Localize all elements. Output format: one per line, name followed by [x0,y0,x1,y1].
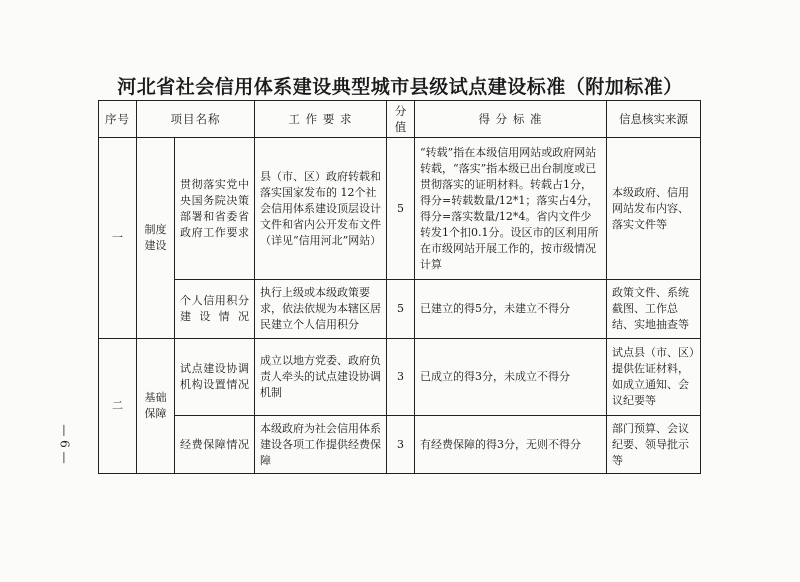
page-number [50,404,80,484]
header-source: 信息核实来源 [607,101,701,138]
standards-table [98,100,701,474]
table-row [99,280,701,339]
verification-source: 政策文件、系统截图、工作总结、实地抽查等 [607,280,701,339]
table-row [99,339,701,416]
score-value: 3 [387,416,415,474]
verification-source: 试点县（市、区）提供佐证材料，如成立通知、会议纪要等 [607,339,701,416]
document-title: 河北省社会信用体系建设典型城市县级试点建设标准（附加标准） [117,76,683,98]
scoring-standard: 有经费保障的得3分，无则不得分 [415,416,607,474]
verification-source: 部门预算、会议纪要、领导批示等 [607,416,701,474]
score-value: 5 [387,280,415,339]
work-requirement: 本级政府为社会信用体系建设各项工作提供经费保障 [255,416,387,474]
group-category: 基础保障 [137,339,175,474]
item-name: 经费保障情况 [175,416,255,474]
work-requirement: 成立以地方党委、政府负责人牵头的试点建设协调机制 [255,339,387,416]
group-seq: 二 [99,339,137,474]
header-seq: 序号 [99,101,137,138]
header-requirement: 工 作 要 求 [255,101,387,138]
item-name: 试点建设协调机构设置情况 [175,339,255,416]
score-value: 3 [387,339,415,416]
scoring-standard: 已建立的得5分，未建立不得分 [415,280,607,339]
scoring-standard: 已成立的得3分，未成立不得分 [415,339,607,416]
group-category: 制度建设 [137,138,175,339]
header-score: 分值 [387,101,415,138]
work-requirement: 县（市、区）政府转载和落实国家发布的 12个社会信用体系建设顶层设计文件和省内公开发布文件（详见“信用河北”网站） [255,138,387,280]
page-number-text: — 6 — [58,424,73,464]
table-row [99,138,701,280]
header-row [99,101,701,138]
item-name: 贯彻落实党中央国务院决策部署和省委省政府工作要求 [175,138,255,280]
work-requirement: 执行上级或本级政策要求，依法依规为本辖区居民建立个人信用积分 [255,280,387,339]
score-value: 5 [387,138,415,280]
item-name: 个人信用积分建设情况 [175,280,255,339]
header-item-name: 项目名称 [137,101,255,138]
scoring-standard: “转载”指在本级信用网站或政府网站转载，“落实”指本级已出台制度或已贯彻落实的证明材料。转载占1分，得分=转载数量/12*1；落实占4分，得分=落实数量/12*4。省内文件少转发1个扣0.1分。设区市的区利用所在市级网站开展工作的，按市级情况计算 [415,138,607,280]
header-standard: 得 分 标 准 [415,101,607,138]
table-row [99,416,701,474]
group-seq: 一 [99,138,137,339]
verification-source: 本级政府、信用网站发布内容、落实文件等 [607,138,701,280]
